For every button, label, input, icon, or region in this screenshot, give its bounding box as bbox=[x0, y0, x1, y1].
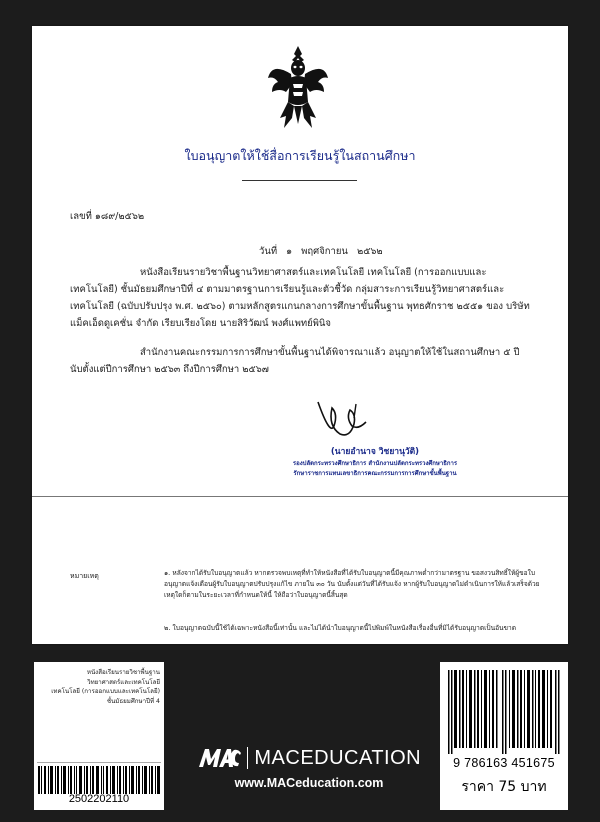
license-document bbox=[32, 26, 568, 644]
book-info-line: เทคโนโลยี (การออกแบบและเทคโนโลยี) bbox=[51, 688, 160, 695]
isbn-barcode-icon bbox=[448, 670, 560, 754]
signature-icon bbox=[310, 396, 370, 442]
signer-title: รองปลัดกระทรวงศึกษาธิการ สำนักงานปลัดกระทรวงศึกษาธิการ bbox=[292, 460, 458, 467]
note-item: ๑. หลังจากได้รับใบอนุญาตแล้ว หากตรวจพบเหตุที่ทำให้หนังสือที่ได้รับใบอนุญาตนี้มีคุณภาพต่ำกว่ามาตรฐาน ขอสงวนสิทธิ์ให้ผู้ขอใบอนุญาตแจ้งเตือนผู้รับใบอนุญาตปรับปรุงแก้ไข ภายใน ๓๐ วัน นับตั้งแต่วันที่ได้รับแจ้ง หากผู้รับใบอนุญาตไม่ดำเนินการให้แล้วเสร็จด้วยเหตุใดก็ตามในระยะเวลาที่กำหนดให้นี้ ให้ถือว่าใบอนุญาตนี้สิ้นสุด bbox=[164, 569, 540, 600]
brand-divider bbox=[247, 747, 249, 769]
document-number: เลขที่ ๑๘๙/๒๕๖๒ bbox=[70, 211, 145, 222]
note-item: ๒. ใบอนุญาตฉบับนี้ใช้ได้เฉพาะหนังสือนี้เท่านั้น และไม่ได้นำใบอนุญาตนี้ไปพิมพ์ในหนังสือเรื่องอื่นที่มิได้รับอนุญาตเป็นอันขาด bbox=[164, 624, 517, 632]
isbn-label bbox=[440, 662, 568, 810]
brand-name: MACEDUCATION bbox=[254, 746, 422, 769]
notes-separator bbox=[32, 496, 568, 497]
label-divider bbox=[37, 762, 161, 763]
signer-acting-title: รักษาราชการแทนเลขาธิการคณะกรรมการการศึกษาขั้นพื้นฐาน bbox=[293, 470, 457, 477]
paragraph-approval: สำนักงานคณะกรรมการการศึกษาขั้นพื้นฐานได้พิจารณาแล้ว อนุญาตให้ใช้ในสถานศึกษา ๕ ปี นับตั้งแต่ปีการศึกษา ๒๕๖๓ ถึงปีการศึกษา ๒๕๖๗ bbox=[70, 347, 520, 375]
book-info-label bbox=[34, 662, 164, 810]
garuda-emblem-icon bbox=[266, 44, 330, 132]
book-info-line: ชั้นมัธยมศึกษาปีที่ 4 bbox=[106, 697, 160, 705]
document-title: ใบอนุญาตให้ใช้สื่อการเรียนรู้ในสถานศึกษา bbox=[184, 148, 416, 163]
price-label: ราคา 75 บาท bbox=[461, 779, 547, 795]
book-info-line: หนังสือเรียนรายวิชาพื้นฐาน bbox=[86, 669, 160, 676]
barcode-number: 2502202110 bbox=[68, 793, 130, 805]
mac-logo-icon bbox=[197, 747, 241, 769]
isbn-number: 9 786163 451675 bbox=[453, 756, 555, 770]
title-divider bbox=[242, 180, 357, 181]
barcode-icon bbox=[38, 766, 160, 794]
signer-name: (นายอำนาจ วิชยานุวัติ) bbox=[330, 447, 420, 457]
website-url: www.MACeducation.com bbox=[234, 776, 384, 790]
book-info-line: วิทยาศาสตร์และเทคโนโลยี bbox=[87, 678, 160, 686]
notes-label: หมายเหตุ bbox=[70, 572, 99, 580]
publisher-brand bbox=[194, 744, 424, 772]
document-date: วันที่ ๑ พฤศจิกายน ๒๕๖๒ bbox=[259, 246, 383, 257]
book-info-text bbox=[36, 668, 160, 706]
paragraph-book-details: หนังสือเรียนรายวิชาพื้นฐานวิทยาศาสตร์และเทคโนโลยี เทคโนโลยี (การออกแบบและเทคโนโลยี) ชั้นมัธยมศึกษาปีที่ ๔ ตามมาตรฐานการเรียนรู้และตัวชี้วัด กลุ่มสาระการเรียนรู้วิทยาศาสตร์และเทคโนโลยี (ฉบับปรับปรุง พ.ศ. ๒๕๖๐) ตามหลักสูตรแกนกลางการศึกษาขั้นพื้นฐาน พุทธศักราช ๒๕๕๑ ของ บริษัท แม็คเอ็ดดูเคชั่น จำกัด เรียบเรียงโดย นายสิริวัฒน์ พงศ์แพทย์พินิจ bbox=[70, 267, 530, 329]
